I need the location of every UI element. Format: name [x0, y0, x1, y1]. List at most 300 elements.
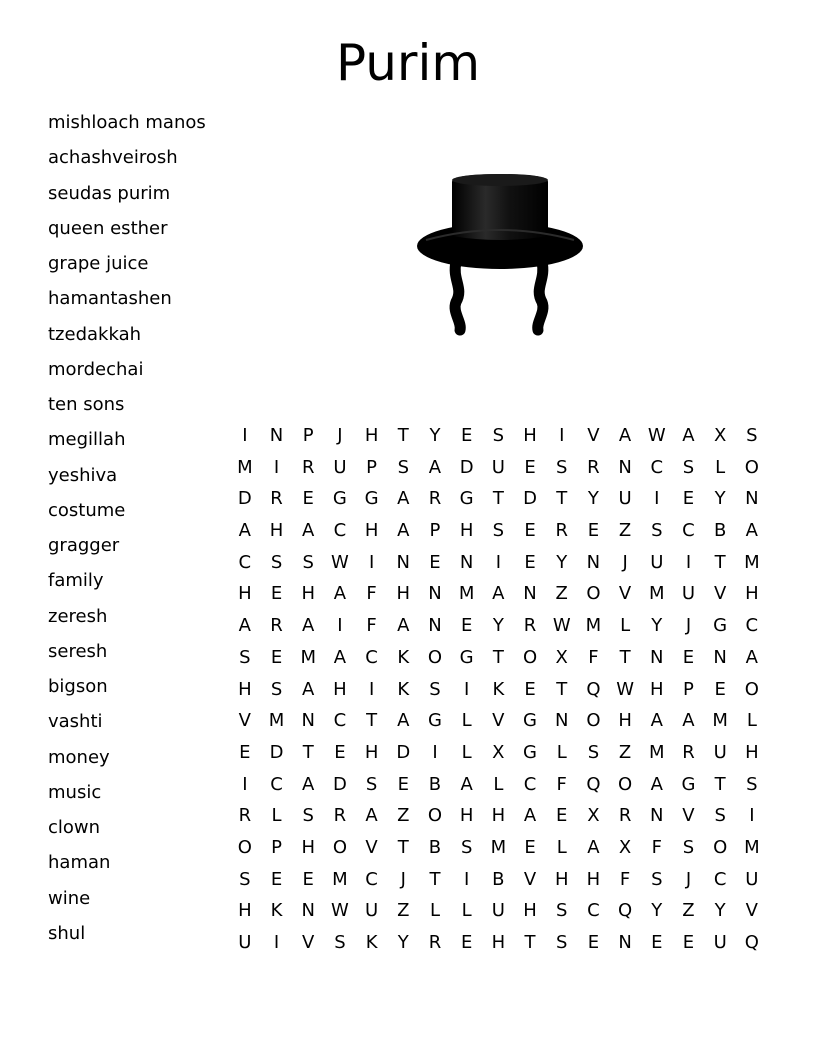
grid-letter[interactable]: H	[554, 868, 569, 890]
word-list-item: ten sons	[48, 394, 125, 415]
grid-letter[interactable]: M	[458, 583, 475, 605]
grid-letter[interactable]: K	[492, 678, 505, 700]
grid-letter[interactable]: I	[337, 615, 343, 637]
grid-letter[interactable]: H	[301, 836, 315, 858]
grid-letter[interactable]: L	[556, 836, 567, 858]
word-list-item: money	[48, 746, 110, 768]
grid-letter[interactable]: E	[682, 488, 695, 510]
grid-letter[interactable]: U	[713, 741, 727, 763]
grid-letter[interactable]: Y	[492, 615, 504, 637]
grid-letter[interactable]: A	[302, 615, 315, 637]
grid-letter[interactable]: A	[587, 836, 600, 858]
grid-letter[interactable]: C	[523, 773, 537, 795]
grid-letter[interactable]: S	[239, 646, 251, 668]
grid-letter[interactable]: M	[332, 868, 348, 890]
grid-letter[interactable]: G	[364, 488, 379, 510]
grid-letter[interactable]: G	[523, 710, 537, 732]
grid-letter[interactable]: C	[333, 520, 347, 542]
grid-letter[interactable]: R	[618, 805, 632, 827]
grid-letter[interactable]: Y	[714, 488, 726, 510]
grid-letter[interactable]: E	[651, 932, 663, 953]
grid-letter[interactable]: A	[365, 805, 378, 827]
grid-letter[interactable]: N	[586, 551, 601, 573]
grid-letter[interactable]: G	[427, 710, 442, 732]
grid-letter[interactable]: E	[524, 520, 536, 542]
grid-letter[interactable]: A	[492, 583, 505, 605]
grid-letter[interactable]: M	[268, 710, 285, 732]
grid-letter[interactable]: D	[459, 456, 474, 478]
grid-letter[interactable]: P	[429, 520, 441, 542]
word-list-item: seudas purim	[48, 182, 171, 204]
grid-letter[interactable]: I	[654, 488, 660, 510]
grid-letter[interactable]: H	[491, 805, 506, 827]
grid-letter[interactable]: G	[459, 646, 474, 668]
grid-letter[interactable]: T	[714, 551, 726, 573]
grid-letter[interactable]: H	[523, 900, 537, 922]
grid-letter[interactable]: S	[746, 773, 758, 795]
grid-letter[interactable]: Y	[556, 551, 568, 573]
grid-letter[interactable]: R	[270, 615, 283, 637]
grid-letter[interactable]: A	[618, 425, 632, 446]
grid-letter[interactable]: N	[650, 805, 664, 827]
grid-letter[interactable]: T	[397, 425, 409, 446]
word-list-item: bigson	[48, 676, 108, 697]
grid-letter[interactable]: H	[459, 520, 474, 542]
grid-letter[interactable]: N	[428, 615, 442, 637]
grid-letter[interactable]: S	[239, 868, 251, 890]
grid-letter[interactable]: N	[618, 932, 632, 953]
grid-letter[interactable]: Z	[682, 900, 695, 922]
grid-letter[interactable]: L	[461, 710, 472, 732]
grid-letter[interactable]: V	[618, 583, 632, 605]
grid-letter[interactable]: G	[681, 773, 696, 795]
grid-letter[interactable]: S	[492, 520, 505, 542]
grid-letter[interactable]: K	[270, 900, 283, 922]
grid-letter[interactable]: D	[269, 741, 284, 763]
grid-letter[interactable]: V	[365, 836, 378, 858]
grid-letter[interactable]: F	[556, 773, 567, 795]
grid-letter[interactable]: H	[396, 583, 411, 605]
grid-letter[interactable]: J	[622, 551, 628, 573]
grid-letter[interactable]: X	[492, 741, 505, 763]
grid-letter[interactable]: H	[491, 932, 506, 953]
grid-letter[interactable]: L	[429, 900, 440, 922]
grid-letter[interactable]: X	[555, 646, 568, 668]
grid-letter[interactable]: A	[428, 456, 442, 478]
grid-letter[interactable]: A	[460, 773, 473, 795]
grid-letter[interactable]: X	[713, 425, 727, 446]
grid-letter[interactable]: A	[302, 520, 315, 542]
grid-letter[interactable]: C	[270, 773, 283, 795]
grid-letter[interactable]: U	[650, 551, 664, 573]
grid-letter[interactable]: N	[459, 551, 474, 573]
grid-letter[interactable]: S	[270, 551, 283, 573]
grid-letter[interactable]: I	[368, 678, 375, 700]
grid-letter[interactable]: L	[461, 741, 472, 763]
grid-letter[interactable]: W	[331, 551, 349, 573]
grid-letter[interactable]: S	[460, 836, 473, 858]
grid-letter[interactable]: G	[459, 488, 474, 510]
word-list-item: seresh	[48, 640, 108, 662]
grid-letter[interactable]: G	[713, 615, 728, 637]
grid-letter[interactable]: T	[429, 868, 441, 890]
grid-letter[interactable]: I	[242, 773, 248, 795]
grid-letter[interactable]: R	[428, 488, 442, 510]
grid-letter[interactable]: O	[586, 710, 601, 732]
grid-letter[interactable]: T	[556, 678, 568, 700]
grid-letter[interactable]: L	[746, 710, 757, 732]
grid-letter[interactable]: C	[682, 520, 695, 542]
grid-letter[interactable]: H	[238, 583, 252, 605]
grid-letter[interactable]: E	[524, 551, 536, 573]
grid-letter[interactable]: L	[493, 773, 504, 795]
grid-letter[interactable]: H	[364, 520, 379, 542]
grid-letter[interactable]: I	[273, 932, 280, 953]
grid-letter[interactable]: T	[619, 646, 631, 668]
grid-letter[interactable]: S	[302, 805, 314, 827]
grid-letter[interactable]: C	[238, 551, 252, 573]
grid-letter[interactable]: E	[587, 932, 600, 953]
grid-letter[interactable]: S	[651, 868, 663, 890]
grid-letter[interactable]: Z	[555, 583, 568, 605]
grid-letter[interactable]: B	[428, 773, 442, 795]
grid-letter[interactable]: N	[745, 488, 759, 510]
grid-letter[interactable]: L	[620, 615, 631, 637]
grid-letter[interactable]: J	[685, 615, 692, 637]
grid-letter[interactable]: N	[396, 551, 411, 573]
grid-letter[interactable]: E	[302, 488, 314, 510]
grid-letter[interactable]: J	[400, 868, 406, 890]
grid-letter[interactable]: E	[270, 646, 283, 668]
grid-letter[interactable]: O	[332, 836, 347, 858]
grid-letter[interactable]: S	[587, 741, 600, 763]
grid-letter[interactable]: O	[427, 805, 443, 827]
grid-letter[interactable]: O	[237, 836, 252, 858]
grid-letter[interactable]: D	[396, 741, 411, 763]
grid-letter[interactable]: Y	[397, 932, 409, 953]
grid-letter[interactable]: Q	[586, 773, 601, 795]
grid-letter[interactable]: N	[269, 425, 284, 446]
word-list-item: mordechai	[48, 358, 144, 380]
grid-letter[interactable]: O	[522, 646, 538, 668]
grid-letter[interactable]: R	[555, 520, 568, 542]
grid-letter[interactable]: H	[459, 805, 474, 827]
grid-letter[interactable]: Q	[744, 932, 759, 953]
grid-letter[interactable]: O	[618, 773, 633, 795]
grid-letter[interactable]: N	[428, 583, 442, 605]
grid-letter[interactable]: W	[552, 615, 571, 637]
grid-letter[interactable]: T	[397, 836, 409, 858]
grid-letter[interactable]: S	[682, 456, 695, 478]
grid-letter[interactable]: T	[302, 741, 314, 763]
grid-letter[interactable]: A	[238, 615, 251, 637]
grid-letter[interactable]: U	[618, 488, 632, 510]
grid-letter[interactable]: A	[333, 646, 347, 668]
grid-letter[interactable]: Y	[651, 900, 663, 922]
grid-letter[interactable]: I	[242, 425, 248, 446]
grid-letter[interactable]: F	[366, 583, 377, 605]
grid-letter[interactable]: N	[301, 900, 315, 922]
grid-letter[interactable]: S	[682, 836, 695, 858]
grid-letter[interactable]: A	[397, 488, 410, 510]
grid-letter[interactable]: C	[650, 456, 664, 478]
grid-letter[interactable]: S	[556, 932, 568, 953]
grid-letter[interactable]: K	[365, 932, 378, 953]
grid-letter[interactable]: V	[587, 425, 600, 446]
grid-letter[interactable]: E	[239, 741, 251, 763]
grid-letter[interactable]: H	[364, 741, 379, 763]
grid-letter[interactable]: U	[333, 456, 347, 478]
word-list-item: wine	[48, 887, 91, 909]
grid-letter[interactable]: L	[461, 900, 472, 922]
grid-letter[interactable]: E	[270, 868, 283, 890]
grid-letter[interactable]: F	[588, 646, 599, 668]
grid-letter[interactable]: P	[683, 678, 694, 700]
grid-letter[interactable]: D	[523, 488, 537, 510]
grid-letter[interactable]: A	[397, 615, 410, 637]
grid-letter[interactable]: I	[432, 741, 438, 763]
grid-letter[interactable]: V	[492, 710, 505, 732]
grid-letter[interactable]: S	[429, 678, 441, 700]
grid-letter[interactable]: A	[397, 710, 410, 732]
grid-letter[interactable]: N	[650, 646, 664, 668]
grid-letter[interactable]: M	[712, 710, 728, 732]
grid-letter[interactable]: C	[365, 646, 378, 668]
grid-letter[interactable]: N	[713, 646, 727, 668]
grid-letter[interactable]: G	[332, 488, 347, 510]
grid-letter[interactable]: V	[682, 805, 695, 827]
grid-letter[interactable]: J	[685, 868, 692, 890]
grid-letter[interactable]: H	[238, 678, 252, 700]
word-list	[48, 107, 206, 953]
grid-letter[interactable]: R	[523, 615, 537, 637]
grid-letter[interactable]: A	[682, 710, 695, 732]
grid-letter[interactable]: C	[745, 615, 759, 637]
grid-letter[interactable]: G	[523, 741, 537, 763]
grid-letter[interactable]: F	[651, 836, 662, 858]
grid-letter[interactable]: Y	[587, 488, 599, 510]
grid-letter[interactable]: X	[618, 836, 632, 858]
grid-letter[interactable]: E	[460, 932, 473, 953]
grid-letter[interactable]: I	[273, 456, 280, 478]
grid-letter[interactable]: O	[744, 678, 759, 700]
grid-letter[interactable]: F	[619, 868, 631, 890]
grid-letter[interactable]: E	[524, 678, 536, 700]
grid-letter[interactable]: E	[524, 456, 536, 478]
grid-letter[interactable]: N	[523, 583, 537, 605]
grid-letter[interactable]: J	[337, 425, 343, 446]
grid-letter[interactable]: O	[586, 583, 601, 605]
grid-letter[interactable]: S	[270, 678, 283, 700]
grid-letter[interactable]: M	[237, 456, 253, 478]
grid-letter[interactable]: N	[554, 710, 569, 732]
grid-letter[interactable]: I	[464, 868, 470, 890]
grid-letter[interactable]: S	[556, 456, 568, 478]
grid-letter[interactable]: U	[713, 932, 727, 953]
grid-letter[interactable]: E	[460, 425, 473, 446]
grid-letter[interactable]: R	[682, 741, 695, 763]
grid-letter[interactable]: M	[585, 615, 602, 637]
grid-letter[interactable]: A	[397, 520, 410, 542]
grid-letter[interactable]: A	[650, 710, 663, 732]
grid-letter[interactable]: H	[364, 425, 379, 446]
grid-letter[interactable]: E	[682, 646, 695, 668]
grid-letter[interactable]: S	[302, 551, 314, 573]
grid-letter[interactable]: T	[492, 646, 504, 668]
grid-letter[interactable]: H	[745, 741, 759, 763]
grid-letter[interactable]: C	[713, 868, 727, 890]
grid-letter[interactable]: R	[238, 805, 252, 827]
grid-letter[interactable]: H	[238, 900, 252, 922]
grid-letter[interactable]: M	[300, 646, 316, 668]
grid-letter[interactable]: T	[556, 488, 568, 510]
grid-letter[interactable]: S	[492, 425, 505, 446]
grid-letter[interactable]: S	[365, 773, 378, 795]
grid-letter[interactable]: N	[618, 456, 632, 478]
grid-letter[interactable]: H	[301, 583, 315, 605]
grid-letter[interactable]: C	[365, 868, 378, 890]
grid-letter[interactable]: R	[428, 932, 442, 953]
grid-letter[interactable]: A	[745, 646, 758, 668]
grid-letter[interactable]: M	[744, 551, 760, 573]
grid-letter[interactable]: M	[649, 741, 665, 763]
grid-letter[interactable]: F	[366, 615, 377, 637]
grid-letter[interactable]: A	[523, 805, 537, 827]
grid-letter[interactable]: B	[428, 836, 442, 858]
grid-letter[interactable]: S	[714, 805, 726, 827]
grid-letter[interactable]: H	[523, 425, 537, 446]
grid-letter[interactable]: E	[556, 805, 568, 827]
grid-letter[interactable]: E	[524, 836, 536, 858]
grid-letter[interactable]: E	[334, 741, 346, 763]
grid-letter[interactable]: I	[368, 551, 375, 573]
grid-letter[interactable]: P	[302, 425, 314, 446]
grid-letter[interactable]: Z	[618, 520, 632, 542]
grid-letter[interactable]: Z	[618, 741, 632, 763]
grid-letter[interactable]: U	[491, 456, 505, 478]
grid-letter[interactable]: R	[333, 805, 347, 827]
grid-letter[interactable]: V	[745, 900, 758, 922]
grid-letter[interactable]: K	[397, 678, 410, 700]
grid-letter[interactable]: S	[556, 900, 568, 922]
grid-letter[interactable]: I	[685, 551, 692, 573]
grid-letter[interactable]: E	[587, 520, 600, 542]
grid-letter[interactable]: H	[618, 710, 632, 732]
grid-letter[interactable]: W	[616, 678, 634, 700]
grid-letter[interactable]: Y	[429, 425, 441, 446]
grid-letter[interactable]: E	[397, 773, 409, 795]
grid-letter[interactable]: U	[745, 868, 759, 890]
grid-letter[interactable]: S	[651, 520, 663, 542]
grid-letter[interactable]: V	[523, 868, 537, 890]
grid-letter[interactable]: O	[744, 456, 759, 478]
grid-letter[interactable]: V	[713, 583, 727, 605]
grid-letter[interactable]: R	[301, 456, 315, 478]
grid-letter[interactable]: V	[238, 710, 251, 732]
word-list-item: queen esther	[48, 217, 168, 239]
grid-letter[interactable]: R	[270, 488, 283, 510]
grid-letter[interactable]: U	[365, 900, 379, 922]
grid-letter[interactable]: P	[271, 836, 282, 858]
grid-letter[interactable]: U	[681, 583, 696, 605]
grid-letter[interactable]: E	[270, 583, 283, 605]
grid-letter[interactable]: L	[271, 805, 282, 827]
grid-letter[interactable]: W	[331, 900, 349, 922]
grid-letter[interactable]: C	[333, 710, 347, 732]
grid-letter[interactable]: Y	[651, 615, 663, 637]
grid-letter[interactable]: A	[333, 583, 347, 605]
grid-letter[interactable]: I	[464, 678, 470, 700]
grid-letter[interactable]: Y	[714, 900, 726, 922]
grid-letter[interactable]: Z	[397, 805, 410, 827]
grid-letter[interactable]: T	[524, 932, 536, 953]
grid-letter[interactable]: T	[366, 710, 378, 732]
grid-letter[interactable]: H	[586, 868, 601, 890]
grid-letter[interactable]: A	[650, 773, 663, 795]
grid-letter[interactable]: I	[749, 805, 755, 827]
grid-letter[interactable]: A	[302, 678, 315, 700]
grid-letter[interactable]: D	[237, 488, 252, 510]
grid-letter[interactable]: E	[429, 551, 441, 573]
grid-letter[interactable]: H	[745, 583, 759, 605]
grid-letter[interactable]: K	[397, 646, 410, 668]
grid-letter[interactable]: C	[587, 900, 600, 922]
grid-letter[interactable]: A	[238, 520, 251, 542]
grid-letter[interactable]: O	[713, 836, 728, 858]
grid-letter[interactable]: T	[714, 773, 726, 795]
grid-letter[interactable]: X	[587, 805, 600, 827]
grid-letter[interactable]: S	[746, 425, 758, 446]
grid-letter[interactable]: E	[714, 678, 726, 700]
word-list-item: grape juice	[48, 253, 149, 274]
grid-letter[interactable]: Z	[397, 900, 410, 922]
grid-letter[interactable]: L	[715, 456, 726, 478]
grid-letter[interactable]: E	[460, 615, 473, 637]
grid-letter[interactable]: H	[650, 678, 664, 700]
grid-letter[interactable]: D	[332, 773, 347, 795]
grid-letter[interactable]: L	[556, 741, 567, 763]
grid-letter[interactable]: R	[587, 456, 600, 478]
word-list-item: music	[48, 781, 102, 803]
grid-letter[interactable]: A	[302, 773, 315, 795]
grid-letter[interactable]: Q	[586, 678, 601, 700]
grid-letter[interactable]: U	[491, 900, 505, 922]
grid-letter[interactable]: Q	[618, 900, 633, 922]
grid-letter[interactable]: P	[366, 456, 378, 478]
grid-letter[interactable]: A	[682, 425, 695, 446]
grid-letter[interactable]: S	[334, 932, 346, 953]
grid-letter[interactable]: M	[744, 836, 760, 858]
grid-letter[interactable]: I	[495, 551, 501, 573]
grid-letter[interactable]: O	[427, 646, 443, 668]
grid-letter[interactable]: T	[492, 488, 504, 510]
grid-letter[interactable]: I	[559, 425, 565, 446]
grid-letter[interactable]: H	[333, 678, 347, 700]
grid-letter[interactable]: E	[302, 868, 314, 890]
grid-letter[interactable]: E	[682, 932, 695, 953]
grid-letter[interactable]: W	[647, 425, 666, 446]
grid-letter[interactable]: S	[397, 456, 409, 478]
grid-letter[interactable]: U	[238, 932, 252, 953]
grid-letter[interactable]: N	[301, 710, 315, 732]
grid-letter[interactable]: B	[713, 520, 727, 542]
grid-letter[interactable]: M	[490, 836, 507, 858]
grid-letter[interactable]: V	[302, 932, 315, 953]
grid-letter[interactable]: H	[269, 520, 284, 542]
grid-letter[interactable]: B	[492, 868, 505, 890]
grid-letter[interactable]: A	[745, 520, 758, 542]
grid-letter[interactable]: M	[649, 583, 665, 605]
